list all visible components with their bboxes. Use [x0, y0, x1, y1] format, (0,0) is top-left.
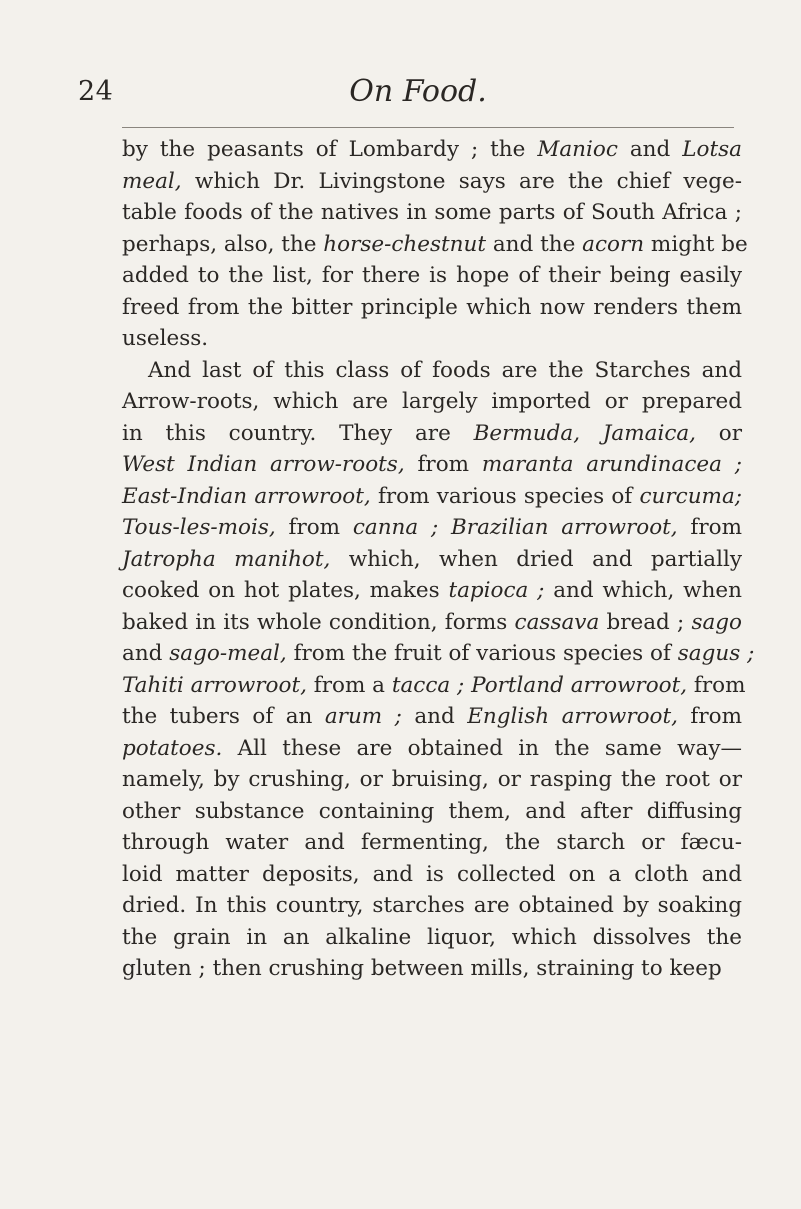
text-line [122, 229, 748, 261]
text-line [122, 796, 742, 828]
text-run: which Dr. Livingstone says are the chief vege- [181, 168, 742, 194]
text-line [122, 764, 742, 796]
text-run: from [677, 704, 742, 729]
header-rule [122, 127, 734, 128]
italic-run: tapioca ; [448, 578, 545, 603]
italic-run: tacca ; Portland arrowroot, [391, 672, 688, 698]
text-line [122, 544, 742, 576]
italic-run: meal, [122, 168, 182, 194]
text-run: the tubers of an [122, 704, 325, 729]
text-run: bread ; [599, 609, 692, 635]
italic-run: Lotsa [682, 137, 742, 162]
text-line [122, 607, 742, 639]
text-line [122, 355, 742, 387]
text-run: by the peasants of Lombardy ; the [122, 137, 538, 162]
text-run: added to the list, for there is hope of their being easily [122, 263, 742, 288]
text-line [122, 922, 742, 954]
text-run: from a [306, 672, 392, 698]
text-run: cooked on hot plates, makes [122, 578, 449, 603]
text-line [122, 481, 742, 513]
text-run: and [401, 704, 468, 729]
text-run: from [687, 672, 746, 698]
italic-run: maranta arundinacea ; [481, 452, 742, 477]
text-line [122, 890, 742, 922]
italic-run: Tahiti arrowroot, [122, 672, 307, 698]
italic-run: West Indian arrow-roots, [122, 452, 405, 477]
italic-run: arum ; [324, 704, 402, 729]
text-run: which, when dried and partially [330, 546, 742, 572]
text-line [122, 260, 742, 292]
italic-run: acorn [582, 231, 645, 257]
italic-run: canna ; Brazilian arrowroot, [352, 515, 678, 540]
text-run: and [617, 137, 683, 162]
italic-run: East-Indian arrowroot, [122, 483, 371, 509]
text-line [122, 197, 742, 229]
text-run: freed from the bitter principle which now renders them [122, 294, 742, 320]
text-line [122, 418, 742, 450]
body-text [122, 134, 755, 985]
text-line [122, 386, 742, 418]
page-number: 24 [78, 76, 114, 107]
text-line [122, 670, 746, 702]
text-run: and [122, 641, 170, 666]
text-line [122, 292, 742, 324]
text-run: table foods of the natives in some parts of South Africa ; [122, 200, 742, 225]
text-run: the grain in an alkaline liquor, which dissolves the [122, 924, 742, 950]
text-run: from various species of [370, 483, 640, 509]
text-line [122, 512, 742, 544]
text-run: might be [644, 231, 748, 257]
text-line [122, 953, 742, 985]
text-line [122, 827, 742, 859]
italic-run: Tous-les-mois, [122, 515, 276, 540]
text-line [122, 701, 742, 733]
text-line [122, 733, 742, 765]
italic-run: horse-chestnut [323, 231, 486, 257]
text-run: from the fruit of various species of [286, 641, 678, 666]
text-run: from [677, 515, 742, 540]
text-line [122, 449, 742, 481]
text-run: other substance containing them, and after diffusing [122, 798, 742, 824]
text-run: or [696, 420, 743, 446]
italic-run: sago-meal, [169, 641, 287, 666]
text-run: baked in its whole condition, forms [122, 609, 515, 635]
text-run: useless. [122, 326, 209, 351]
text-line [122, 638, 755, 670]
italic-run: cassava [514, 609, 600, 635]
text-run: loid matter deposits, and is collected on a cloth and [122, 861, 742, 887]
text-run: through water and fermenting, the starch or fæcu- [122, 830, 742, 855]
text-line [122, 323, 742, 355]
page-header [78, 72, 758, 116]
italic-run: English arrowroot, [467, 704, 678, 729]
text-run: dried. In this country, starches are obtained by soaking [122, 893, 742, 918]
text-run: from [275, 515, 353, 540]
italic-run: Jatropha manihot, [122, 546, 331, 572]
text-run: from [404, 452, 482, 477]
text-run: And last of this class of foods are the Starches and [148, 357, 742, 383]
italic-run: sagus ; [677, 641, 755, 666]
text-run: and which, when [544, 578, 742, 603]
text-run: and the [486, 231, 583, 257]
italic-run: Manioc [537, 137, 618, 162]
text-run: namely, by crushing, or bruising, or rasping the root or [122, 767, 742, 792]
text-line [122, 575, 742, 607]
text-run: All these are obtained in the same way— [222, 735, 742, 761]
text-run: gluten ; then crushing between mills, straining to keep [122, 956, 722, 981]
italic-run: curcuma; [639, 483, 743, 509]
running-title: On Food. [349, 74, 487, 109]
text-run: in this country. They are [122, 420, 474, 446]
italic-run: sago [691, 609, 742, 635]
text-run: perhaps, also, the [122, 231, 324, 257]
italic-run: Bermuda, Jamaica, [473, 420, 697, 446]
text-run: Arrow-roots, which are largely imported or prepared [122, 389, 742, 414]
italic-run: potatoes. [122, 735, 223, 761]
text-line [122, 166, 742, 198]
text-line [122, 859, 742, 891]
text-line [122, 134, 742, 166]
